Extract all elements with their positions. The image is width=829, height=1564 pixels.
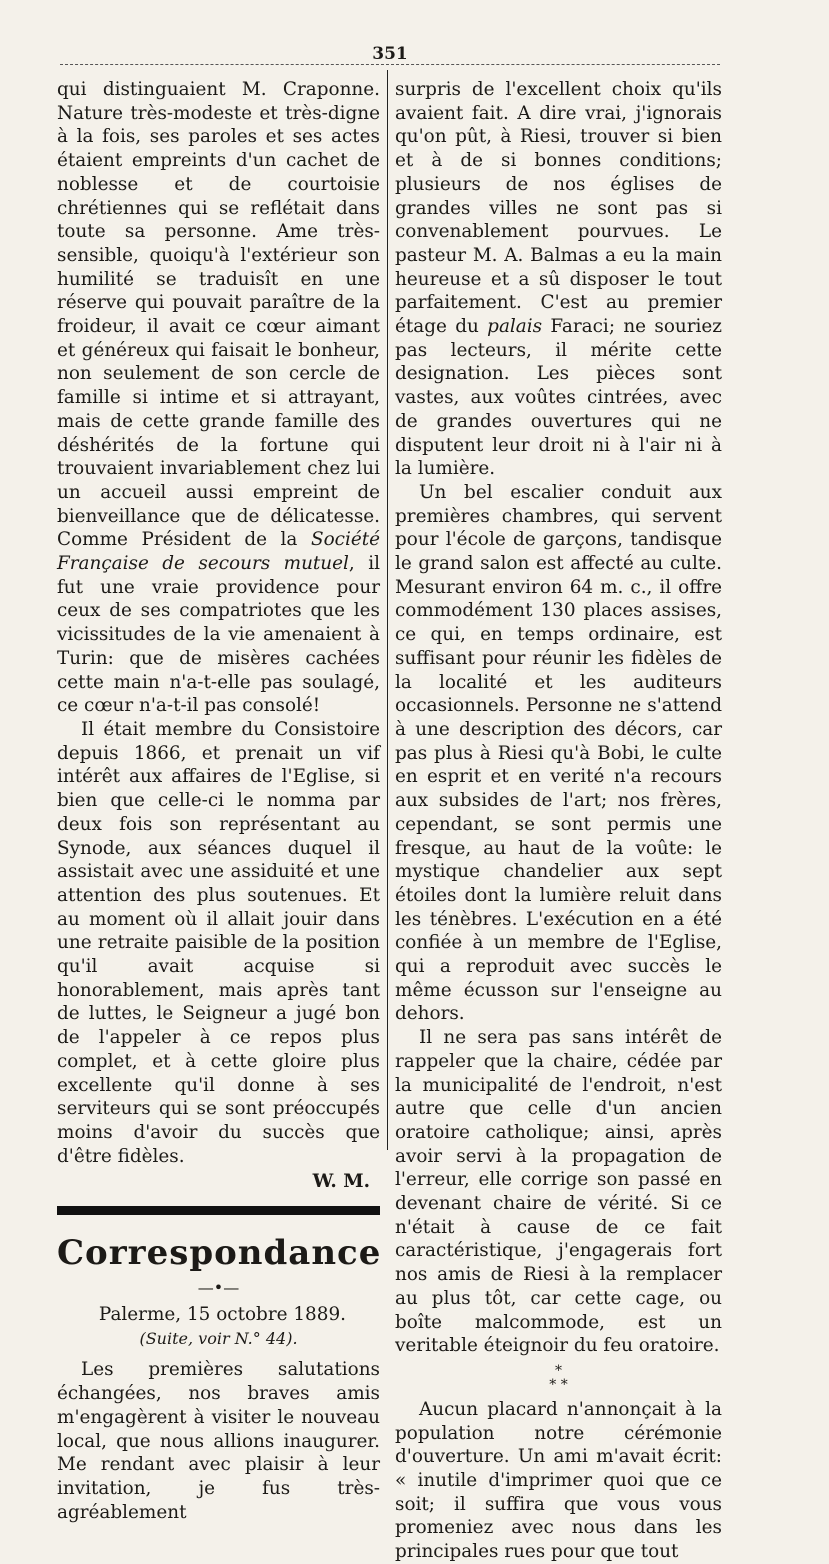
asterism-glyph: * * * (549, 1362, 568, 1393)
left-column (57, 78, 380, 1524)
section-separator-rule (57, 1206, 380, 1215)
correspondence-paragraph-5: Aucun placard n'annonçait à la population notre cérémonie d'ouverture. Un ami m'avait écrit: « inutile d'imprimer quoi que ce soit; il suffira que vous vous promeniez avec nous dans les principales rues pour que tout (395, 1398, 722, 1563)
correspondence-paragraph-3: Un bel escalier conduit aux premières chambres, qui servent pour l'école de garçons, tandisque le grand salon est affecté au culte. Mesurant environ 64 m. c., il offre commodément 130 places assises, ce qui, en temps ordinaire, est suffisant pour réunir les fidèles de la localité et les auditeurs occasionnels. Personne ne s'attend à une description des décors, car pas plus à Riesi qu'à Bobi, le culte en esprit et en verité n'a recours aux subsides de l'art; nos frères, cependant, se sont permis une fresque, au haut de la voûte: le mystique chandelier aux sept étoiles dont la lumière reluit dans les ténèbres. L'exécution en a été confiée à un membre de l'Eglise, qui a reproduit avec succès le même écusson sur l'enseigne au dehors. (395, 481, 722, 1025)
palais-italic: palais (487, 316, 543, 338)
correspondence-paragraph-4: Il ne sera pas sans intérêt de rappeler que la chaire, cédée par la municipalité de l'endroit, n'est autre que celle d'un ancien oratoire catholique; ainsi, après avoir servi à la propagation de l'erreur, elle corrige son passé en devenant chaire de vérité. Si ce n'était à cause de ce fait caractéristique, j'engagerais fort nos amis de Riesi à la remplacer au plus tôt, car cette cage, ou boîte malcommode, est un veritable éteignoir du feu oratoire. (395, 1027, 722, 1357)
correspondence-text-2a: surpris de l'excellent choix qu'ils avaient fait. A dire vrai, j'ignorais qu'on pût, à Riesi, trouver si bien et à de si bonnes conditions; plusieurs de nos églises de grandes villes ne sont pas si convenablement pourvues. Le pasteur M. A. Balmas a eu la main heureuse et a sû disposer le tout parfaitement. C'est au premier étage du (395, 79, 722, 338)
asterism (395, 1364, 722, 1392)
correspondence-paragraph-1: Les premières salutations échangées, nos braves amis m'engagèrent à visiter le nouveau local, que nous allions inaugurer. Me rendant avec plaisir à leur invitation, je fus très-agréablement (57, 1359, 380, 1523)
obituary-text-1-end: , il fut une vraie providence pour ceux de ses compatriotes que les vicissitudes de la vie amenaient à Turin: que de misères cachées cette main n'a-t-elle pas soulagé, ce cœur n'a-t-il pas consolé! (57, 553, 380, 717)
correspondence-text-2b: Faraci; ne souriez pas lecteurs, il mérite cette designation. Les pièces sont vastes, aux voûtes cintrées, avec de grandes ouvertures qui ne disputent leur droit ni à l'air ni à la lumière. (395, 316, 722, 480)
author-signature: W. M. (312, 1171, 370, 1193)
right-column (395, 78, 722, 1564)
page-number: 351 (360, 44, 420, 64)
section-title: Correspondance (57, 1233, 382, 1274)
dateline: Palerme, 15 octobre 1889. (98, 1304, 346, 1326)
correspondence-paragraph-2 (395, 78, 722, 481)
society-name: Société Française de secours mutuel (57, 529, 380, 575)
obituary-text-1: qui distinguaient M. Craponne. Nature très-modeste et très-digne à la fois, ses paroles et ses actes étaient empreints d'un cachet de noblesse et de courtoisie chrétiennes qui se reflétait dans toute sa personne. Ame très-sensible, quoiqu'à l'extérieur son humilité se traduisît en une réserve qui pouvait paraître de la froideur, il avait ce cœur aimant et généreux qui faisait le bonheur, non seulement de son cercle de famille si intime et si attrayant, mais de cette grande famille des déshérités de la fortune qui trouvaient invariablement chez lui un accueil aussi empreint de bienveillance que de délicatesse. Comme Président de la (57, 79, 380, 551)
continued-note: (Suite, voir N.° 44). (139, 1328, 298, 1348)
column-divider (387, 70, 388, 1150)
obituary-paragraph-2: Il était membre du Consistoire depuis 1866, et prenait un vif intérêt aux affaires de l'Eglise, si bien que celle-ci le nomma par deux fois son représentant au Synode, aux séances duquel il assistait avec une assiduité et une attention des plus soutenues. Et au moment où il allait jouir dans une retraite paisible de la position qu'il avait acquise si honorablement, mais après tant de luttes, le Seigneur a jugé bon de l'appeler à ce repos plus complet, et à cette gloire plus excellente qu'il donne à ses serviteurs qui se sont préoccupés moins d'avoir du succès que d'être fidèles. (57, 718, 380, 1167)
title-ornament: —•— (197, 1278, 240, 1298)
obituary-paragraph-1 (57, 78, 380, 718)
